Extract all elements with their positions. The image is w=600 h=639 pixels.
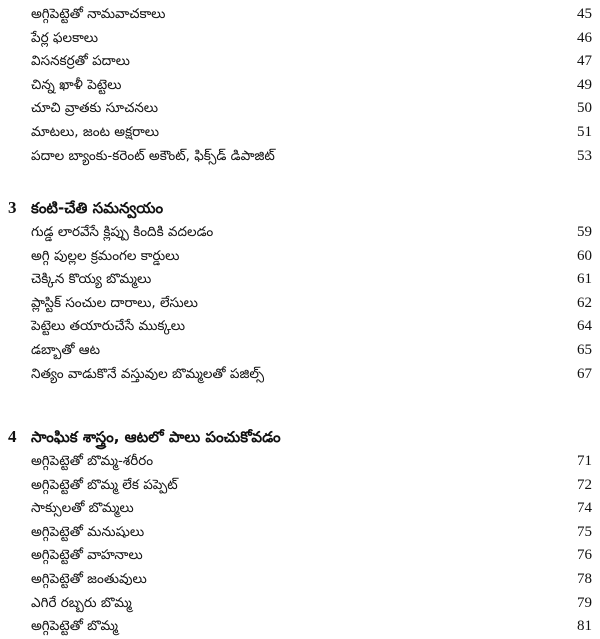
entry-page-number: 65	[577, 341, 592, 358]
toc-entry[interactable]	[0, 121, 600, 145]
toc-section-4	[0, 424, 600, 639]
entry-title: నిత్యం వాడుకొనే వస్తువుల బొమ్మలతో పజిల్స్	[31, 365, 265, 382]
toc-entry[interactable]	[0, 292, 600, 316]
entry-title: చూచి వ్రాతకు సూచనలు	[31, 100, 159, 117]
entry-page-number: 74	[577, 500, 592, 517]
entry-page-number: 47	[577, 53, 592, 70]
entry-title: సాక్సులతో బొమ్మలు	[31, 500, 134, 517]
section-number: 3	[8, 198, 17, 217]
entry-page-number: 60	[577, 247, 592, 264]
entry-page-number: 59	[577, 224, 592, 240]
entry-title: అగ్గిపెట్టెతో బొమ్మ-శరీరం	[31, 453, 154, 469]
entry-title: పదాల బ్యాంకు-కరెంట్ అకౌంట్, ఫిక్స్‌డ్ డిపాజిట్	[31, 147, 275, 164]
entry-page-number: 45	[577, 6, 592, 22]
entry-page-number: 51	[577, 123, 592, 140]
toc-entry[interactable]	[0, 497, 600, 521]
entry-title: ఎగిరే రబ్బరు బొమ్మ	[31, 594, 132, 611]
entry-page-number: 62	[577, 294, 592, 311]
entry-page-number: 49	[577, 76, 592, 93]
entry-page-number: 64	[577, 318, 592, 335]
section-title: కంటి-చేతి సమన్వయం	[31, 199, 164, 217]
section-title: సాంఘిక శాస్త్రం, ఆటలో పాలు పంచుకోవడం	[31, 428, 281, 446]
toc-entry[interactable]	[0, 315, 600, 339]
toc-entry[interactable]	[0, 592, 600, 616]
entry-title: ప్లాస్టిక్ సంచుల దారాలు, లేసులు	[31, 294, 198, 311]
toc-entry[interactable]	[0, 221, 600, 245]
entry-title: చెక్కిన కొయ్య బొమ్మలు	[31, 271, 152, 288]
entry-title: మాటలు, జంట అక్షరాలు	[31, 123, 160, 140]
toc-section-2	[0, 3, 600, 168]
entry-page-number: 46	[577, 29, 592, 46]
section-heading	[0, 195, 600, 221]
entry-title: విసనకర్రతో పదాలు	[31, 53, 130, 70]
entry-title: అగ్గిపెట్టెతో వాహనాలు	[31, 547, 143, 564]
entry-title: అగ్గి పుల్లల క్రమంగల కార్డులు	[31, 247, 180, 264]
entry-title: చిన్న ఖాళీ పెట్టెలు	[31, 76, 122, 93]
toc-section-3	[0, 195, 600, 386]
toc-entry[interactable]	[0, 474, 600, 498]
toc-entry[interactable]	[0, 544, 600, 568]
toc-entry[interactable]	[0, 363, 600, 387]
entry-page-number: 81	[577, 618, 592, 635]
entry-title: గుడ్డ లారవేసే క్లిప్పు కిందికి వదలడం	[31, 224, 214, 240]
toc-entry[interactable]	[0, 50, 600, 74]
entry-title: అగ్గిపెట్టెతో మనుషులు	[31, 523, 145, 540]
section-heading	[0, 424, 600, 450]
toc-entry[interactable]	[0, 97, 600, 121]
toc-entry[interactable]	[0, 74, 600, 98]
entry-title: అగ్గిపెట్టెతో జంతువులు	[31, 570, 147, 587]
entry-page-number: 78	[577, 570, 592, 587]
entry-page-number: 71	[577, 453, 592, 469]
entry-page-number: 79	[577, 594, 592, 611]
toc-entry[interactable]	[0, 268, 600, 292]
entry-page-number: 67	[577, 365, 592, 382]
toc-entry[interactable]	[0, 521, 600, 545]
toc-entry[interactable]	[0, 615, 600, 639]
entry-page-number: 75	[577, 523, 592, 540]
entry-title: డబ్బాతో ఆట	[31, 341, 100, 358]
toc-entry[interactable]	[0, 568, 600, 592]
toc-entry[interactable]	[0, 245, 600, 269]
entry-page-number: 61	[577, 271, 592, 288]
entry-page-number: 50	[577, 100, 592, 117]
entry-title: పెట్టెలు తయారుచేసే ముక్కలు	[31, 318, 186, 335]
toc-entry[interactable]	[0, 450, 600, 474]
toc-entry[interactable]	[0, 3, 600, 27]
entry-page-number: 76	[577, 547, 592, 564]
entry-page-number: 72	[577, 476, 592, 493]
toc-entry[interactable]	[0, 27, 600, 51]
section-number: 4	[8, 427, 17, 446]
entry-page-number: 53	[577, 147, 592, 164]
entry-title: అగ్గిపెట్టెతో బొమ్మ లేక పప్పెట్	[31, 476, 178, 493]
entry-title: అగ్గిపెట్టెతో నామవాచకాలు	[31, 6, 166, 22]
toc-entry[interactable]	[0, 145, 600, 169]
entry-title: అగ్గిపెట్టెతో బొమ్మ	[31, 618, 118, 635]
toc-entry[interactable]	[0, 339, 600, 363]
entry-title: పేర్ల ఫలకాలు	[31, 29, 99, 46]
